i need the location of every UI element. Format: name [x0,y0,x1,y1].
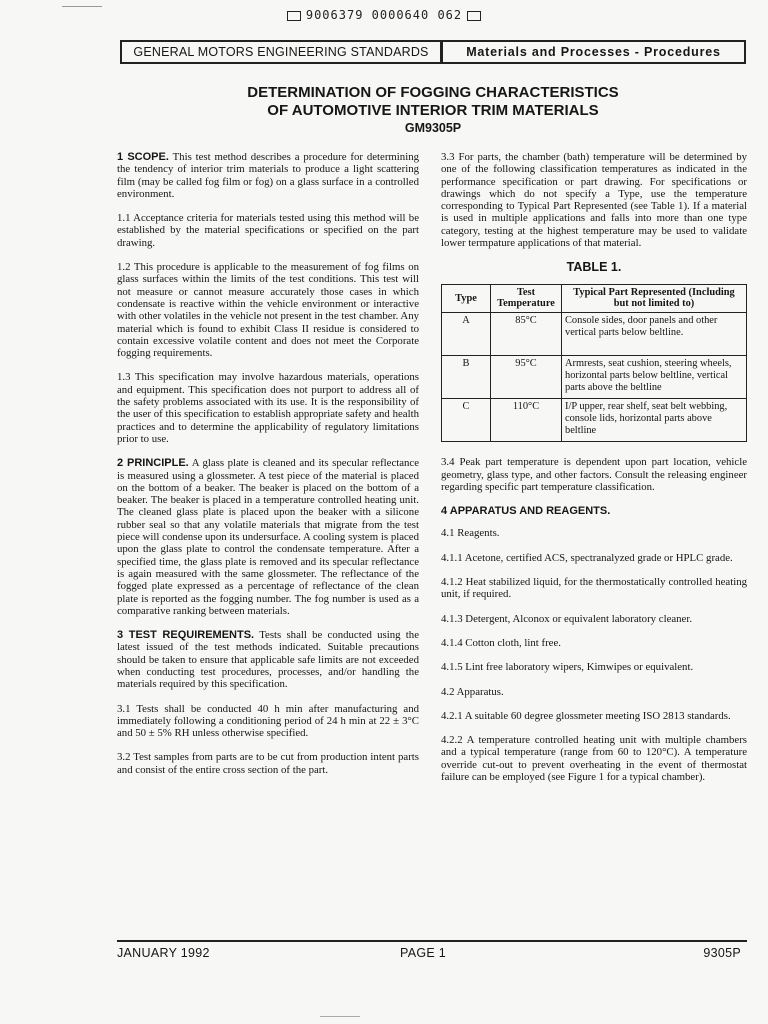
paragraph-1-1: 1.1 Acceptance criteria for materials tested using this method will be established by the material specifications or specified on the part drawing. [117,212,419,249]
table-cell-parts: Console sides, door panels and other vertical parts below beltline. [562,313,747,356]
apparatus-heading: 4 APPARATUS AND REAGENTS. [441,505,611,518]
table-row [442,356,747,399]
table-row [442,313,747,356]
table-row [442,399,747,442]
paragraph-4-2-1: 4.2.1 A suitable 60 degree glossmeter meeting ISO 2813 standards. [441,709,731,722]
title-line-1: DETERMINATION OF FOGGING CHARACTERISTICS [247,84,619,101]
table-cell-temperature: 110°C [491,399,562,442]
table-header-temperature: Test Temperature [491,284,562,313]
paragraph-4-1-4: 4.1.4 Cotton cloth, lint free. [441,636,561,649]
paragraph-4-1-2: 4.1.2 Heat stabilized liquid, for the thermostatically controlled heating unit, if required. [441,576,747,601]
header-category: Materials and Processes - Procedures [466,45,721,59]
scan-mark [62,6,102,7]
test-requirements-paragraph [117,629,419,690]
paragraph-1-2: 1.2 This procedure is applicable to the measurement of fog films on glass surfaces within the limits of the test conditions. This test will not measure or cannot measure accurately those cases in which condensate is reactive within the vehicle environment or interactive with other volatiles in the vehicle not present in the test chamber. Any material which is found to exhibit Class II residue is considered to contain excessive volatile content and does not meet the Corporate fogging requirements. [117,261,419,360]
paragraph-3-4: 3.4 Peak part temperature is dependent upon part location, vehicle geometry, glass type, and other factors. Consult the releasing engineer regarding specific part temperature classification. [441,456,747,493]
scan-mark-bottom [320,1016,360,1017]
standards-header [120,40,746,64]
table-cell-type: C [442,399,491,442]
barcode-box-right [467,11,481,21]
paragraph-3-1: 3.1 Tests shall be conducted 40 h min after manufacturing and immediately following a conditioning period of 24 h min at 22 ± 3°C and 50 ± 5% RH unless otherwise specified. [117,702,419,740]
paragraph-3-3: 3.3 For parts, the chamber (bath) temperature will be determined by one of the following classification temperatures as indicated in the performance specification or part drawing. For specifications or drawings which do not specify a Type, use the temperature corresponding to Typical Part Represented (see Table 1). If a material is used in multiple applications and falls into more than one type category, testing at the highest temperature may be used to validate lower termpature applications of that material. [441,151,747,250]
scope-paragraph [117,151,419,200]
paragraph-4-1-3: 4.1.3 Detergent, Alconox or equivalent laboratory cleaner. [441,612,693,625]
header-org: GENERAL MOTORS ENGINEERING STANDARDS [133,45,429,59]
principle-paragraph [117,457,419,617]
document-code: GM9305P [404,121,462,135]
table-cell-type: A [442,313,491,356]
paragraph-4-1-1: 4.1.1 Acetone, certified ACS, spectranalyzed grade or HPLC grade. [441,551,733,564]
table-header-type: Type [442,284,491,313]
paragraph-4-2: 4.2 Apparatus. [441,685,504,698]
barcode-line [0,8,768,22]
paragraph-1-3: 1.3 This specification may involve hazardous materials, operations and equipment. This specification does not purport to address all of the safety problems associated with its use. It is the responsibility of the user of this specification to establish appropriate safety and health practices and to determine the applicability of regulatory limitations prior to use. [117,371,419,445]
scope-text: This test method describes a procedure for determining the tendency of interior trim materials to produce a light scattering film (may be called fog film or fog) on a glass surface in a controlled environment. [117,151,420,200]
barcode-box-left [287,11,301,21]
left-column [117,151,419,788]
paragraph-4-1-5: 4.1.5 Lint free laboratory wipers, Kimwipes or equivalent. [441,661,694,674]
test-requirements-heading: 3 TEST REQUIREMENTS. [117,629,255,642]
principle-text: A glass plate is cleaned and its specular reflectance is measured using a glossmeter. A test piece of the material is placed on the bottom of a beaker. The beaker is placed on the bottom of a beaker. The beaker is placed in a temperature controlled heating unit. The cleaned glass plate is placed upon the beaker with a silicone rubber seal so that any volatile materials that migrate from the test piece will condense upon its undersurface. A cooling system is placed upon the glass plate to control the condensate temperature. After a specified time, the glass plate is removed and its specular reflectance is again measured with the same glossmeter. The reflectance of the fogged plate expressed as a percentage of reflectance of the clean plate is reported as the fogging number. The fog number is used as a comparative ranking between materials. [117,457,420,617]
table-cell-type: B [442,356,491,399]
table-header-row [442,284,747,313]
paragraph-3-2: 3.2 Test samples from parts are to be cut from production intent parts and consist of the entire cross section of the part. [117,751,419,776]
table-title: TABLE 1. [566,260,622,275]
paragraph-4-2-2: 4.2.2 A temperature controlled heating unit with multiple chambers and a typical temperature (range from 60 to 120°C). A temperature override cut-out to prevent overheating in the event of thermostat failure can be employed (see Figure 1 for a typical chamber). [441,734,747,784]
table-cell-parts: Armrests, seat cushion, steering wheels, horizontal parts below beltline, vertical parts above the beltline [562,356,747,399]
barcode-number: 9006379 0000640 062 [305,8,463,22]
footer-doc-number: 9305P [703,946,741,960]
scope-heading: 1 SCOPE. [117,151,169,163]
footer-date: JANUARY 1992 [117,946,210,960]
paragraph-4-1: 4.1 Reagents. [441,527,500,540]
right-column [441,151,747,795]
table-cell-temperature: 95°C [491,356,562,399]
title-line-2: OF AUTOMOTIVE INTERIOR TRIM MATERIALS [267,102,599,119]
document-title [120,84,746,136]
footer-page-number: PAGE 1 [400,946,447,960]
principle-heading: 2 PRINCIPLE. [117,457,189,470]
table-cell-temperature: 85°C [491,313,562,356]
test-requirements-text: Tests shall be conducted using the latest issued of the test methods indicated. Suitable precautions should be taken to ensure that applicable safe limits are not exceeded when conducting test procedures, processes, and/or handling the materials required by this specification. [117,629,419,691]
table-header-parts: Typical Part Represented (Including but not limited to) [562,284,747,313]
temperature-table [441,284,747,443]
footer-rule [117,940,747,942]
table-cell-parts: I/P upper, rear shelf, seat belt webbing, console lids, horizontal parts above beltline [562,399,747,442]
